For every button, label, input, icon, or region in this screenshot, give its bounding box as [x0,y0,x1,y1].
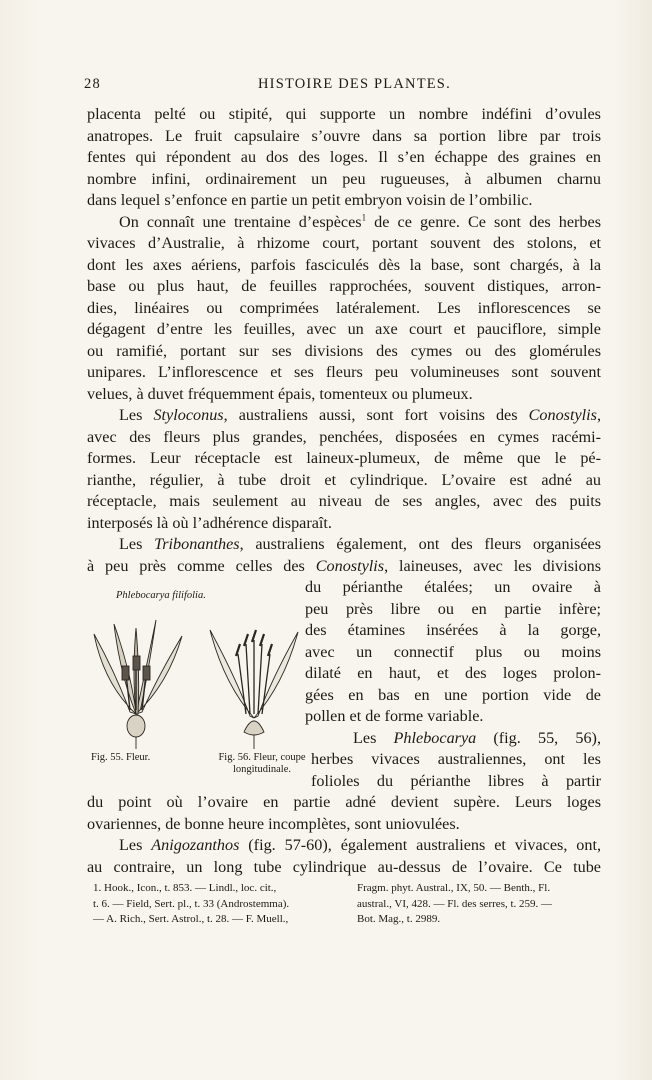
text-line: base ou plus haut, de feuilles rapprochées, souvent distiques, arron- [87,277,601,295]
figure-caption-55: Fig. 55. Fleur. [91,752,151,763]
text-line: dégagent d’entre les feuilles, avec un axe court et pauciflore, simple [87,320,601,338]
footnote-marker: 1 [361,212,367,223]
text-line: vivaces d’Australie, à rhizome court, portant souvent des stolons, et [87,234,601,252]
text-line: du périanthe étalées; un ovaire à [305,578,601,596]
text-line: Les Anigozanthos (fig. 57-60), également australiens et vivaces, ont, [119,836,601,854]
text-line: à peu près comme celles des Conostylis, laineuses, avec les divisions [87,556,601,575]
figure-caption-56: Fig. 56. Fleur, coupe longitudinale. [218,752,306,775]
page-number: 28 [84,76,101,92]
text-line: interposés là où l’adhérence disparaît. [87,513,332,532]
running-header [84,76,604,96]
text-line: Les Phlebocarya (fig. 55, 56), [353,728,601,747]
text-line: nombre infini, ordinairement un peu rugueuses, à albumen charnu [87,169,601,188]
flower-56-drawing [210,630,298,749]
text-line: folioles du périanthe libres à partir [311,771,601,790]
text-line: au contraire, un long tube cylindrique au-dessus de l’ovaire. Ce tube [87,857,601,876]
text-line: du point où l’ovaire en partie adné devient supère. Leurs loges [87,793,601,811]
text-line: avec des fleurs plus grandes, penchées, disposées en cymes racémi- [87,427,601,446]
text-line: pollen et de forme variable. [305,707,484,725]
text-line: des étamines insérées à la gorge, [305,621,601,639]
footnote-line: austral., VI, 428. — Fl. des serres, t. 259. — [357,897,553,910]
footnote-line: t. 6. — Field, Sert. pl., t. 33 (Androstemma). [93,897,290,910]
text-line: velues, à duvet fréquemment épais, tomenteux ou plumeux. [87,384,473,403]
footnote-line: Bot. Mag., t. 2989. [357,913,441,925]
text-line: formes. Leur réceptacle est laineux-plumeux, de même que le pé- [87,449,601,467]
text-line: On connaît une trentaine d’espèces$^1$ de ce genre. Ce sont des herbes [119,212,602,231]
footnote-line: 1. Hook., Icon., t. 853. — Lindl., loc. cit., [93,882,277,894]
text-line: anatropes. Le fruit capsulaire s’ouvre dans sa portion libre par trois [87,126,601,145]
text-line: gées en bas en une portion vide de [305,685,601,704]
footnote-line: Fragm. phyt. Austral., IX, 50. — Benth., Fl. [357,882,551,894]
text-line: Les Tribonanthes, australiens également, ont des fleurs organisées [119,535,602,553]
text-line: dilaté en haut, et des loges prolon- [305,664,601,682]
figure-title: Phlebocarya filifolia. [116,590,206,601]
text-line: herbes vivaces australiennes, ont les [311,750,601,768]
text-line: rianthe, régulier, à tube droit et cylindrique. L’ovaire est adné au [87,470,601,489]
text-line: avec un connectif plus ou moins [305,642,601,661]
running-title: HISTOIRE DES PLANTES. [258,76,451,92]
text-line: peu près libre ou en partie infère; [305,599,601,618]
text-line: unipares. L’inflorescence et ses fleurs peu volumineuses sont souvent [87,363,601,381]
footnotes-left [93,881,343,928]
text-line: ovariennes, de bonne heure incomplètes, sont uniovulées. [87,814,460,833]
flower-55-drawing [94,620,182,749]
text-line: dans lequel s’enfonce en partie un petit embryon voisin de l’ombilic. [87,191,533,209]
text-line: ou ramifié, portant sur ses divisions des cymes ou des glomérules [87,341,601,360]
text-line: placenta pelté ou stipité, qui supporte un nombre indéfini d’ovules [87,105,601,123]
footnotes-right [357,881,607,928]
footnote-line: — A. Rich., Sert. Astrol., t. 28. — F. Muell., [93,913,289,925]
text-line: dies, linéaires ou comprimées latéralement. Les inflorescences se [87,298,601,317]
text-line: Les Styloconus, australiens aussi, sont fort voisins des Conostylis, [119,406,601,424]
flower-illustration [86,614,306,754]
text-line: dont les axes aériens, parfois fasciculés dès la base, sont chargés, à la [87,255,601,274]
text-line: réceptacle, mais seulement au niveau de ses angles, avec des puits [87,492,601,510]
text-line: fentes qui répondent au dos des loges. Il s’en échappe des graines en [87,148,601,166]
